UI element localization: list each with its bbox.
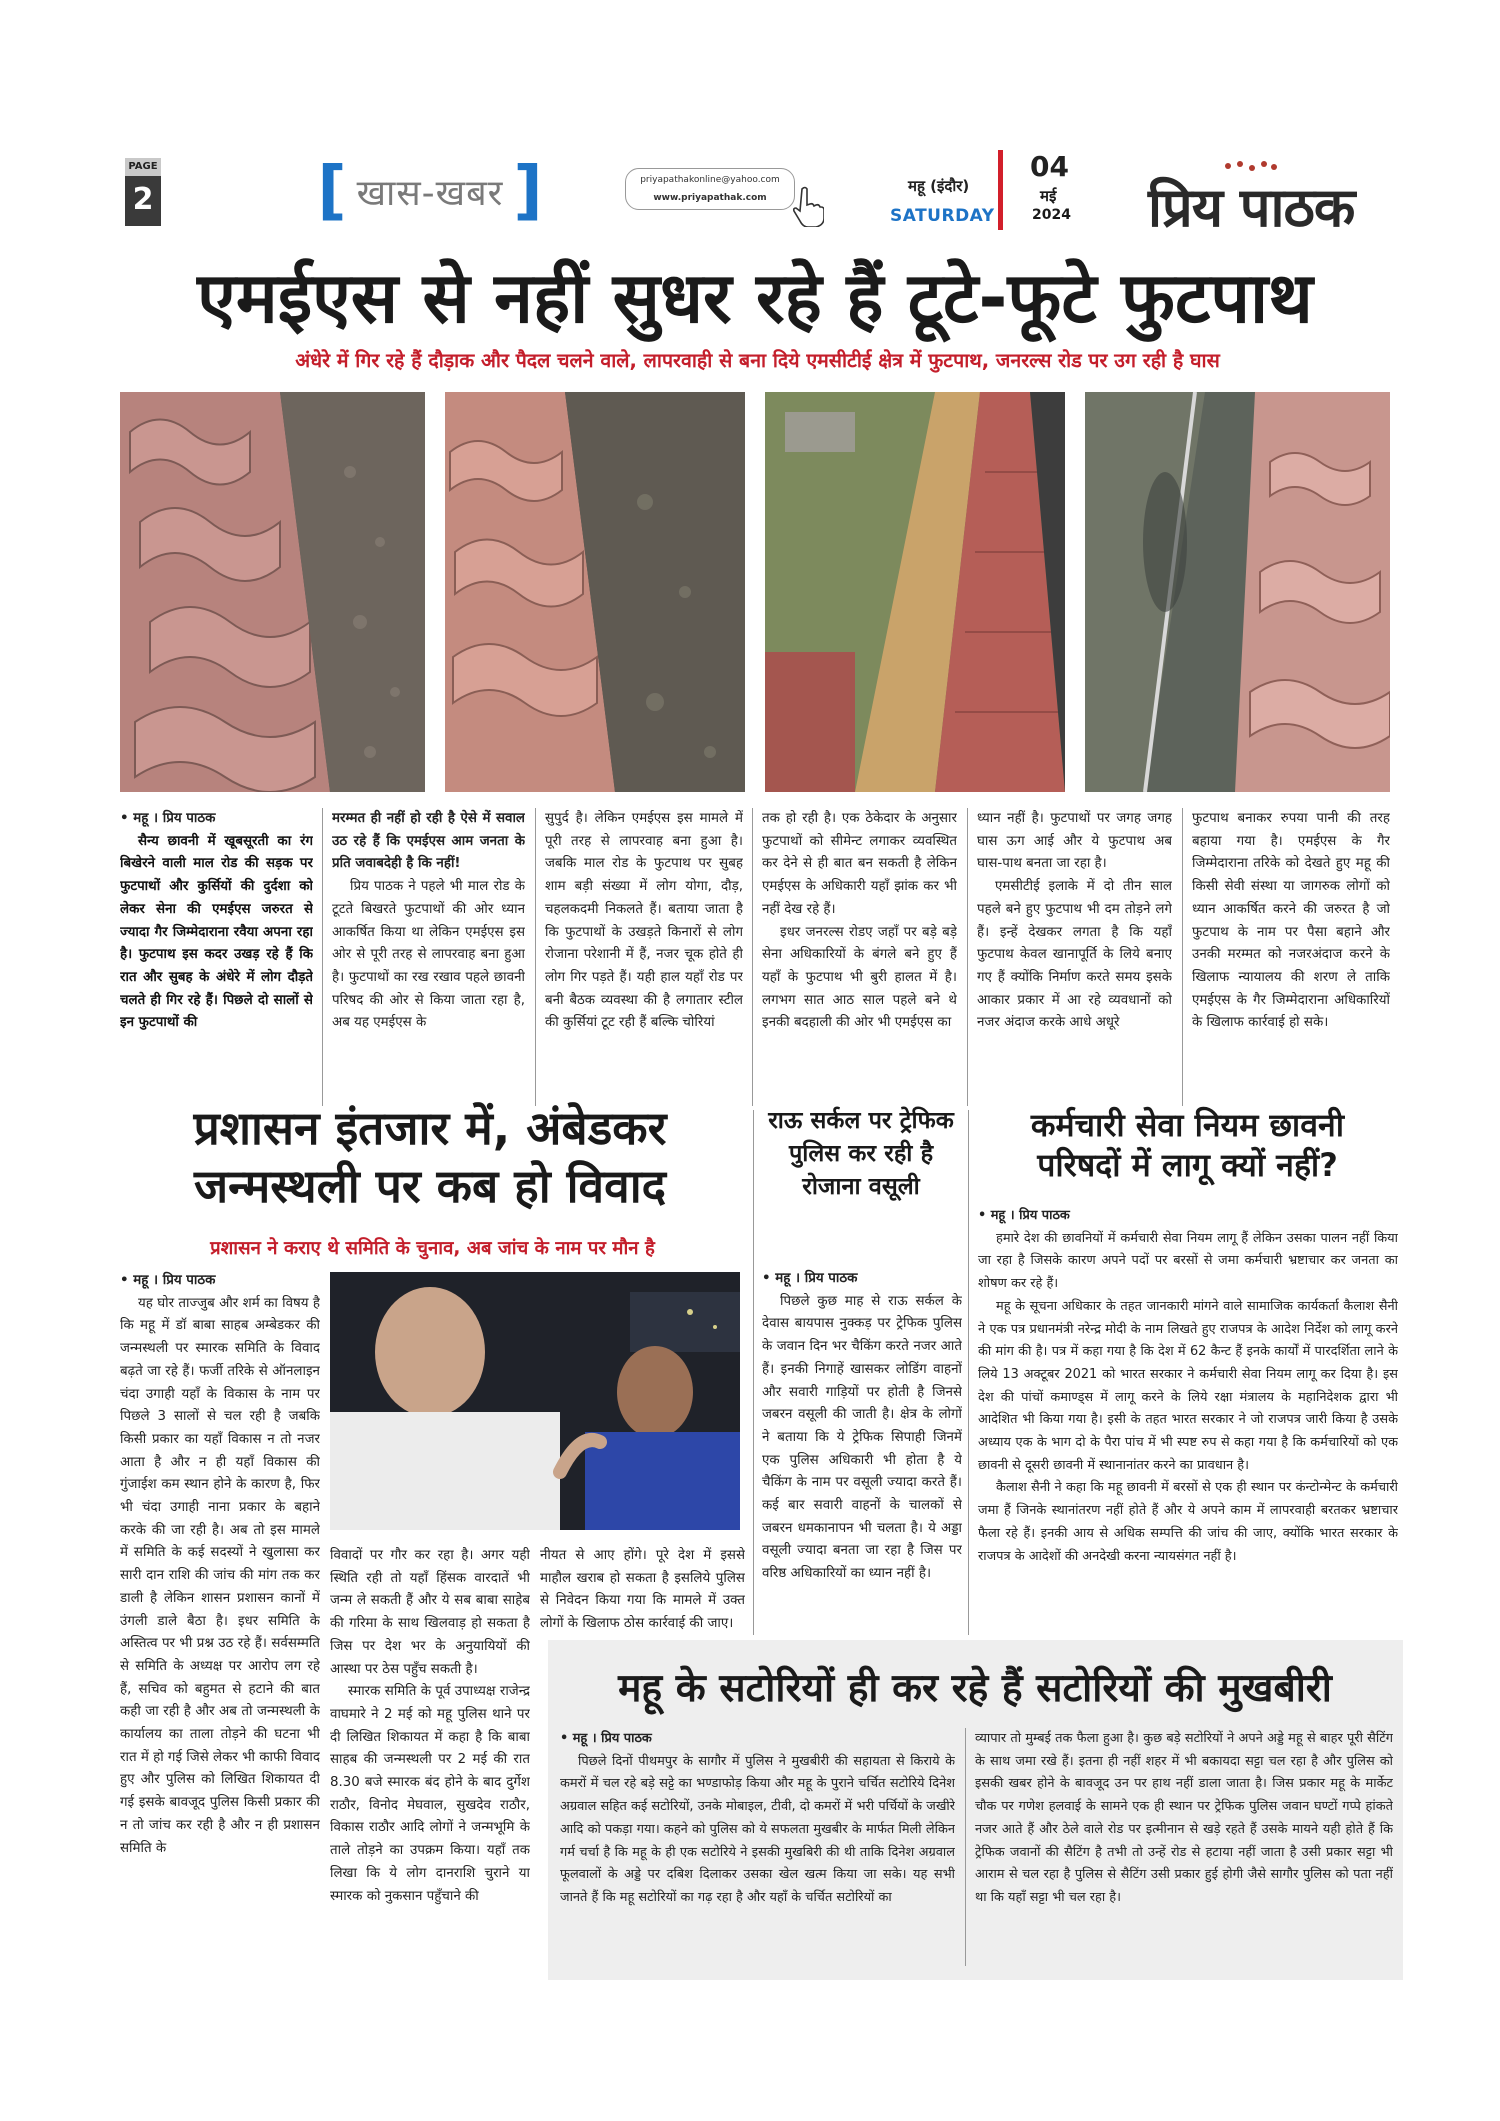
lead-col2-text: प्रिय पाठक ने पहले भी माल रोड के टूटते बिखरते फुटपाथों की ओर ध्यान आकर्षित किया था लेकिन एमईएस इस ओर से पूरी तरह से लापरवाह बना हुआ है। फुटपाथों का रख रखाव पहले छावनी परिषद की ओर से किया जाता रहा है, अब यह एमईएस के: [332, 879, 525, 1031]
column-rule: [752, 808, 753, 1106]
ambedkar-col2b-text: स्मारक समिति के पूर्व उपाध्यक्ष राजेन्द्र वाघमारे ने 2 मई को महू पुलिस थाने पर दी लिखित शिकायत में कहा है कि बाबा साहब की जन्मस्थली पर 2 मई की रात 8.30 बजे स्मारक बंद होने के बाद दुर्गेश राठौर, विनोद मेघवाल, सुखदेव राठौर, विकास राठौर आदि लोगों ने जन्मभूमि के ताले तोड़ने का उपक्रम किया। यहाँ तक लिखा कि ये लोग दानराशि चुराने या स्मारक को नुकसान पहुँचाने की: [330, 1684, 530, 1904]
ambedkar-byline: • महू । प्रिय पाठक: [120, 1273, 216, 1288]
karmchari-headline: [975, 1105, 1400, 1185]
dateline-place: महू (इंदौर): [908, 177, 970, 195]
karmchari-column: [978, 1205, 1398, 1635]
dateline-month: मई: [1040, 187, 1057, 205]
ambedkar-column-2: [330, 1545, 530, 2000]
lead-column-2: [332, 808, 525, 1106]
ambedkar-column-3: [540, 1545, 745, 1637]
column-rule: [535, 808, 536, 1106]
lead-column-3: [545, 808, 743, 1106]
ambedkar-headline-line2: जन्मस्थली पर कब हो विवाद: [193, 1158, 667, 1213]
lead-column-5: [977, 808, 1172, 1106]
rau-column: [762, 1268, 962, 1636]
newspaper-logo: प्रिय पाठक: [1148, 175, 1355, 239]
page-label: PAGE: [125, 158, 161, 176]
satta-col1-text: पिछले दिनों पीथमपुर के सागौर में पुलिस ने मुखबीरी की सहायता से किराये के कमरों में चल रहे बड़े सट्टे का भण्डाफोड़ किया और महू के पुराने चर्चित सटोरिये दिनेश अग्रवाल सहित कई सटोरियों, उनके मोबाइल, टीवी, दो कमरों में भरी पर्चियों के जखीरे आदि को पकड़ा गया। कहने को पुलिस को ये सफलता मुखबीर के मार्फत मिली लेकिन गर्म चर्चा है कि महू के ही एक सटोरिये ने इसकी मुखबिरी की थी ताकि दिनेश अग्रवाल फूलवालों के अड्डे पर दबिश दिलाकर उसका खेल खत्म किया जा सके। यह सभी जानते हैं कि महू सटोरियों का गढ़ रहा है और यहाँ के चर्चित सटोरियों का: [560, 1753, 955, 1905]
section-bracket-right: ]: [513, 154, 543, 228]
lead-column-1: [120, 808, 313, 1106]
lead-column-4: [762, 808, 957, 1106]
column-rule: [753, 1110, 754, 1635]
satta-headline: महू के सटोरियों ही कर रहे हैं सटोरियों की मुखबीरी: [618, 1666, 1332, 1711]
lead-column-6: [1192, 808, 1390, 1106]
section-name: खास-खबर: [356, 172, 504, 214]
rau-body-text: पिछले कुछ माह से राऊ सर्कल के देवास बायपास नुक्कड़ पर ट्रेफिक पुलिस के जवान दिन भर चैकिंग करते नजर आते हैं। इनकी निगाहें खासकर लोडिंग वाहनों और सवारी गाड़ियों पर होती है जिनसे जबरन वसूली की जाती है। क्षेत्र के लोगों ने बताया कि ये ट्रेफिक सिपाही जिनमें एक पुलिस अधिकारी भी होता है ये चैकिंग के नाम पर वसूली ज्यादा करते हैं। कई बार सवारी वाहनों के चालकों से जबरन धमकानापन भी चलता है। ये अड्डा वसूली ज्यादा बनता जा रहा है जिस पर वरिष्ठ अधिकारियों का ध्यान नहीं है।: [762, 1293, 962, 1582]
karmchari-p2-text: महू के सूचना अधिकार के तहत जानकारी मांगने वाले सामाजिक कार्यकर्ता कैलाश सैनी ने एक पत्र प्रधानमंत्री नरेन्द्र मोदी के नाम लिखते हुए राजपत्र के आदेश निर्देश को लागू करने की मांग की है। पत्र में कहा गया है कि देश में 62 कैन्ट हैं इनके कार्यों में पारदर्शिता लाने के लिये 13 अक्टूबर 2021 को भारत सरकार ने कर्मचारी सेवा नियम लागू कर दिया है। इस देश की पांचों कमाण्ड्स में लागू करने के लिये रक्षा मंत्रालय के महानिदेशक द्वारा भी आदेशित भी किया गया है। इसी के तहत भारत सरकार ने जो राजपत्र जारी किया है उसके अध्याय एक के भाग दो के पैरा पांच में भी स्पष्ट रुप से कहा गया है कि कर्मचारियों को एक छावनी से दूसरी छावनी में स्थानानांतर करने का प्रावधान है।: [978, 1298, 1398, 1473]
lead-col2-bold-text: मरम्मत ही नहीं हो रही है ऐसे में सवाल उठ रहे हैं कि एमईएस आम जनता के प्रति जवाबदेही है कि नहीं!: [332, 811, 525, 872]
lead-col4-text: तक हो रही है। एक ठेकेदार के अनुसार फुटपाथों को सीमेन्ट लगाकर व्यवस्थित कर देने से ही बात बन सकती है लेकिन एमईएस के अधिकारी यहाँ झांक कर भी नहीं देख रहे हैं।: [762, 811, 957, 917]
lead-intro-text: सैन्य छावनी में खूबसूरती का रंग बिखेरने वाली माल रोड की सड़क पर फुटपाथों और कुर्सियों की दुर्दशा को लेकर सेना की एमईएस जरुरत से ज्यादा गैर जिम्मेदाराना रवैया अपना रहा है। फुटपाथ इस कदर उखड़ रहे हैं कि रात और सुबह के अंधेरे में लोग दौड़ते चलते ही गिर रहे हैं। पिछले दो सालों से इन फुटपाथों की: [120, 833, 313, 1031]
contact-oval: [625, 168, 795, 210]
contact-website[interactable]: www.priyapathak.com: [653, 193, 767, 203]
dateline-weekday: SATURDAY: [890, 206, 995, 226]
lead-col5-text: ध्यान नहीं है। फुटपाथों पर जगह जगह घास ऊग आई और ये फुटपाथ अब घास-पाथ बनता जा रहा है।: [977, 811, 1172, 872]
photo-ambedkar-dispute: [330, 1272, 740, 1530]
ambedkar-headline-line1: प्रशासन इंतजार में, अंबेडकर: [193, 1101, 667, 1155]
satta-column-2: [975, 1728, 1393, 1968]
lead-col5b-text: एमसीटीई इलाके में दो तीन साल पहले बने हुए फुटपाथ भी दम तोड़ने लगे हैं। इन्हें देखकर लगता है कि यहाँ फुटपाथ केवल खानापूर्ति के लिये बनाए गए हैं क्योंकि निर्माण करते समय इसके आकार प्रकार में आ रहे व्यवधानों को नजर अंदाज करके आधे अधूरे: [977, 879, 1172, 1031]
lead-col3-text: सुपुर्द है। लेकिन एमईएस इस मामले में पूरी तरह से लापरवाह बना हुआ है। जबकि माल रोड के फुटपाथ पर सुबह शाम बड़ी संख्या में लोग योगा, दौड़, चहलकदमी निकलते हैं। बताया जाता है कि फुटपाथों के उखड़ते किनारों से लोग रोजाना परेशानी में हैं, नजर चूक होते ही लोग गिर पड़ते हैं। यही हाल यहाँ रोड पर बनी बैठक व्यवस्था की है लगातार स्टील की कुर्सियां टूट रही हैं बल्कि चोरियां: [545, 811, 743, 1031]
lead-col6-text: फुटपाथ बनाकर रुपया पानी की तरह बहाया गया है। एमईएस के गैर जिम्मेदाराना तरिके को देखते हुए महू की किसी सेवी संस्था या जागरुक लोगों को ध्यान आकर्षित करने की जरुरत है जो फुटपाथ के नाम पर पैसा बहाने और उनकी मरम्मत को नजरअंदाज करने के खिलाफ न्यायालय की शरण ले ताकि एमईएस के गैर जिम्मेदाराना अधिकारियों के खिलाफ कार्रवाई हो सके।: [1192, 811, 1390, 1031]
karmchari-headline-line2: परिषदों में लागू क्यों नहीं?: [1037, 1146, 1338, 1184]
dateline-year: 2024: [1032, 207, 1071, 223]
satta-col2-text: व्यापार तो मुम्बई तक फैला हुआ है। कुछ बड़े सटोरियों ने अपने अड्डे महू से बाहर पूरी सैटिंग के साथ जमा रखे हैं। इतना ही नहीं शहर में भी बकायदा सट्टा चल रहा है और पुलिस को इसकी खबर होने के बावजूद उन पर हाथ नहीं डाला जाता है। जिस प्रकार महू के मार्केट चौक पर गणेश हलवाई के सामने एक ही स्थान पर ट्रेफिक पुलिस जवान घण्टों गप्पे हांकते नजर आते हैं और ठेले वाले रोड पर इत्मीनान से खड़े रहते हैं उसके मायने यही होते हैं कि ट्रेफिक जवानों की सैटिंग है तभी तो उन्हें रोड से हटाया नहीं जाता है उसी प्रकार सट्टा भी आराम से चल रहा है पुलिस से सैटिंग उसी प्रकार हुई होगी जैसे सागौर पुलिस को पता नहीं था कि यहाँ सट्टा भी चल रहा है।: [975, 1731, 1393, 1905]
column-rule: [968, 1110, 969, 1635]
satta-column-1: [560, 1728, 955, 1968]
ambedkar-col1-text: यह घोर ताज्जुब और शर्म का विषय है कि महू में डॉ बाबा साहब अम्बेडकर की जन्मस्थली पर स्मारक समिति के विवाद बढ़ते जा रहे हैं। फर्जी तरिके से ऑनलाइन चंदा उगाही यहाँ के विकास के नाम पर पिछले 3 सालों से चल रही है जबकि किसी प्रकार का यहाँ विकास न तो नजर आता है और न ही यहाँ विकास की गुंजाईश कम स्थान होने के कारण है, फिर भी चंदा उगाही नाना प्रकार के बहाने करके की जा रही है। अब तो इस मामले में समिति के कई सदस्यों ने खुलासा कर सारी दान राशि की जांच की मांग तक कर डाली है लेकिन शासन प्रशासन कानों में उंगली डाले बैठा है। इधर समिति के अस्तित्व पर भी प्रश्न उठ रहे हैं। सर्वसम्मति से समिति के अध्यक्ष पर आरोप लग रहे हैं, सचिव को बहुमत से हटाने की बात कही जा रही है और अब तो जन्मस्थली के कार्यालय का ताला तोड़ने की घटना भी रात में हो गई जिसे लेकर भी काफी विवाद हुए और पुलिस को लिखित शिकायत दी गई इसके बावजूद पुलिस किसी प्रकार की न तो जांच कर रही है और न ही प्रशासन समिति के: [120, 1295, 320, 1856]
lead-subhead: अंधेरे में गिर रहे हैं दौड़ाक और पैदल चलने वाले, लापरवाही से बना दिये एमसीटीई क्षेत्र में फुटपाथ, जनरल्स रोड पर उग रही है घास: [295, 349, 1220, 372]
ambedkar-col2-text: विवादों पर गौर कर रहा है। अगर यही स्थिति रही तो यहाँ हिंसक वारदातें भी जन्म ले सकती हैं और ये सब बाबा साहेब की गरिमा के साथ खिलवाड़ हो सकता है जिस पर देश भर के अनुयायियों की आस्था पर ठेस पहुँच सकती है।: [330, 1548, 530, 1677]
rau-byline: • महू । प्रिय पाठक: [762, 1271, 858, 1286]
karmchari-p1-text: हमारे देश की छावनियों में कर्मचारी सेवा नियम लागू हैं लेकिन उसका पालन नहीं किया जा रहा है जिसके कारण अपने पदों पर बरसों से जमा कर्मचारी भ्रष्टाचार कर जनता का शोषण कर रहे हैं।: [978, 1230, 1398, 1292]
photo-broken-footpath-1: [120, 392, 425, 792]
section-bracket-left: [: [317, 154, 347, 228]
date-divider: [998, 150, 1003, 230]
column-rule: [1182, 808, 1183, 1106]
ambedkar-column-1: [120, 1270, 320, 2000]
lead-col4b-text: इधर जनरल्स रोडए जहाँ पर बड़े बड़े सेना अधिकारियों के बंगले बने हुए हैं यहाँ के फुटपाथ भी बुरी हालत में है। लगभग सात आठ साल पहले बने थे इनकी बदहाली की ओर भी एमईएस का: [762, 924, 957, 1031]
contact-email[interactable]: priyapathakonline@yahoo.com: [640, 175, 780, 185]
ambedkar-subhead: प्रशासन ने कराए थे समिति के चुनाव, अब जांच के नाम पर मौन है: [210, 1238, 655, 1259]
karmchari-byline: • महू । प्रिय पाठक: [978, 1208, 1070, 1223]
satta-byline: • महू । प्रिय पाठक: [560, 1731, 652, 1746]
column-rule: [965, 1728, 966, 1966]
photo-broken-footpath-2: [445, 392, 745, 792]
photo-night-footpath: [1085, 392, 1390, 792]
photo-grass-footpath: [765, 392, 1065, 792]
karmchari-p3-text: कैलाश सैनी ने कहा कि महू छावनी में बरसों से एक ही स्थान पर कंन्टोन्मेन्ट के कर्मचारी जमा हैं जिनके स्थानांतरण नहीं होते हैं और ये अपने काम में लापरवाही बरतकर भ्रष्टाचार फैला रहे हैं। इनकी आय से अधिक सम्पत्ति की जांच की जाए, क्योंकि भारत सरकार के राजपत्र के आदेशों की अनदेखी करना न्यायसंगत नहीं है।: [978, 1480, 1398, 1564]
lead-byline: • महू । प्रिय पाठक: [120, 811, 216, 826]
karmchari-headline-line1: कर्मचारी सेवा नियम छावनी: [1030, 1106, 1345, 1144]
ambedkar-headline: [115, 1100, 745, 1215]
column-rule: [967, 808, 968, 1106]
rau-headline: राऊ सर्कल पर ट्रेफिक पुलिस कर रही है रोजाना वसूली: [768, 1106, 954, 1200]
section-label: [300, 152, 560, 230]
pointing-hand-icon: [792, 185, 824, 227]
lead-headline: एमईएस से नहीं सुधर रहे हैं टूटे-फूटे फुटपाथ: [197, 257, 1313, 339]
ambedkar-col3-text: नीयत से आए होंगे। पूरे देश में इससे माहौल खराब हो सकता है इसलिये पुलिस से निवेदन किया गया कि मामले में उक्त लोगों के खिलाफ ठोस कार्रवाई की जाए।: [540, 1548, 745, 1632]
contact-info: [625, 168, 795, 210]
dateline-day: 04: [1030, 150, 1069, 183]
page-number: 2: [132, 182, 154, 217]
page-number-tag: [125, 158, 161, 226]
column-rule: [322, 808, 323, 1106]
